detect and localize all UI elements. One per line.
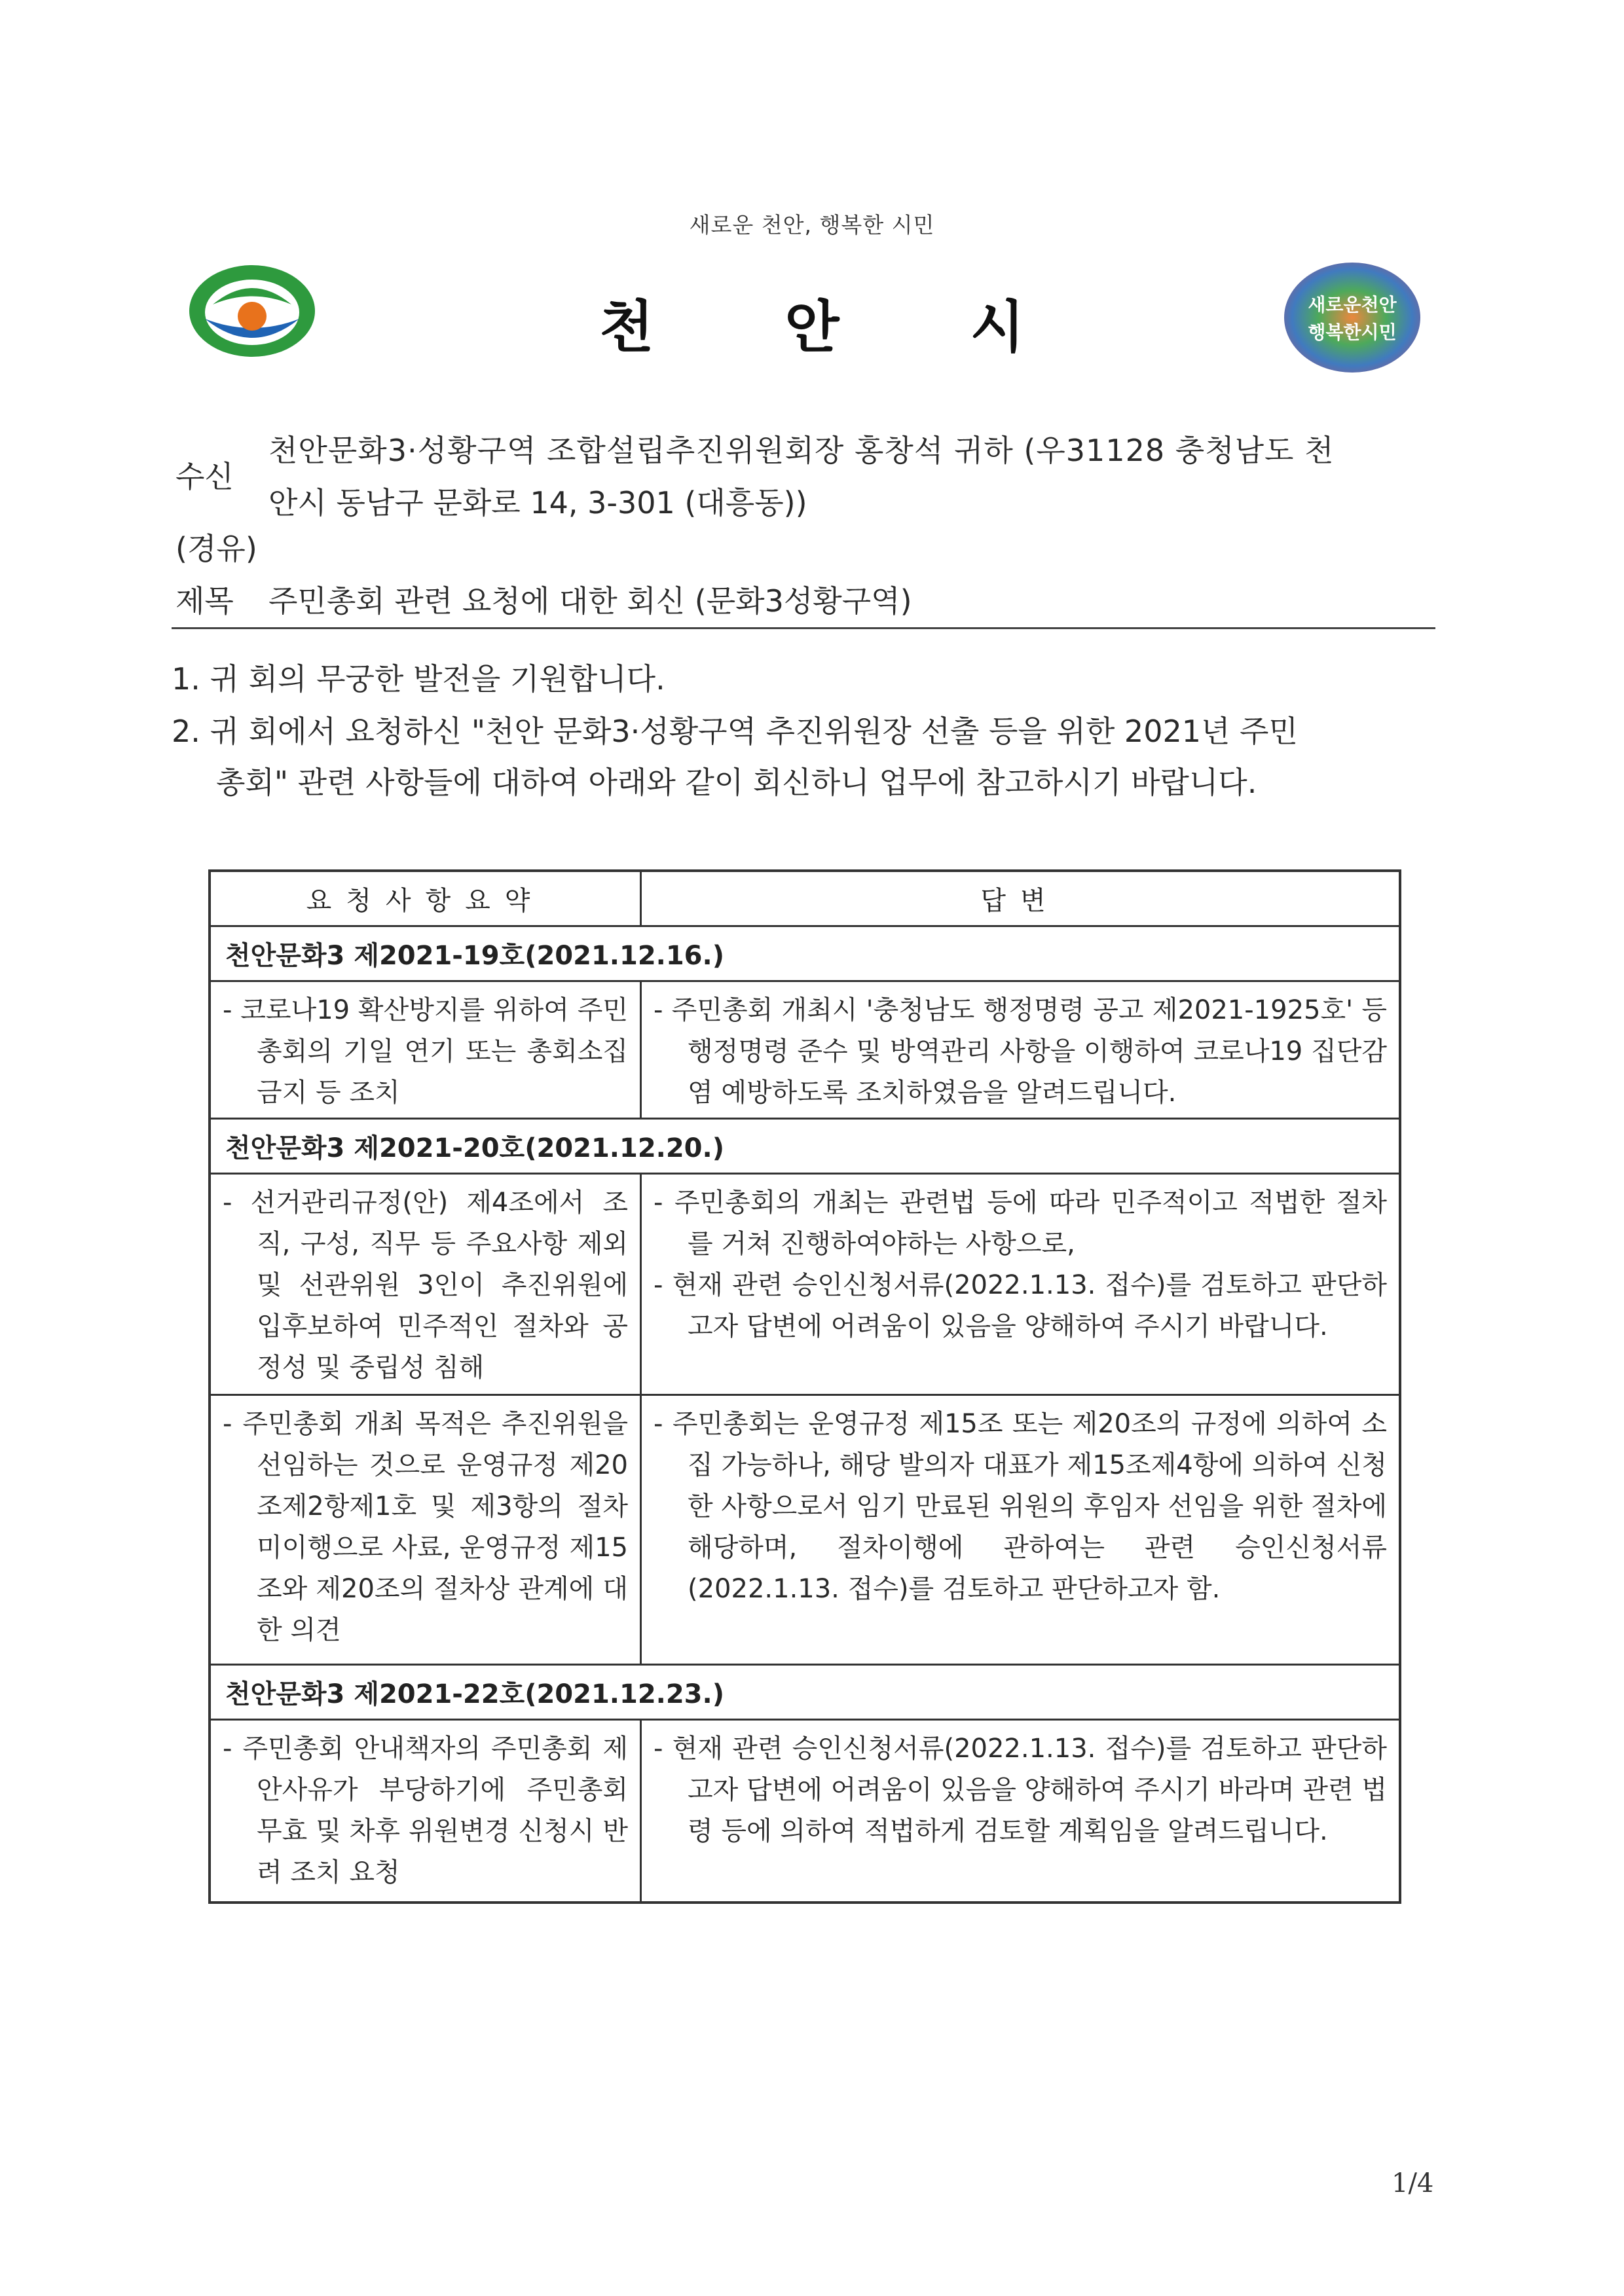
via-label: (경유) (175, 531, 257, 566)
table-row (211, 1721, 1399, 1901)
answer-item: - 주민총회는 운영규정 제15조 또는 제20조의 규정에 의하여 소집 가능하나, 해당 발의자 대표가 제15조제4항에 의하여 신청한 사항으로서 임기 만료된 위원의 후임자 선임을 위한 절차에 해당하며, 절차이행에 관하여는 관련 승인신청서류(2022.1.13. 접수)를 검토하고 판단하고자 함. (654, 1409, 1387, 1604)
answer-cell (642, 1721, 1399, 1901)
request-item: - 주민총회 안내책자의 주민총회 제안사유가 부당하기에 주민총회 무효 및 차후 위원변경 신청시 반려 조치 요청 (223, 1734, 628, 1887)
recipient-line-2: 안시 동남구 문화로 14, 3-301 (대흥동)) (268, 485, 807, 520)
answer-item: - 현재 관련 승인신청서류(2022.1.13. 접수)를 검토하고 판단하고자 답변에 어려움이 있음을 양해하여 주시기 바랍니다. (654, 1270, 1387, 1341)
slogan: 새로운 천안, 행복한 시민 (689, 212, 935, 238)
recipient-label: 수신 (175, 459, 234, 494)
table-header-row (211, 872, 1399, 927)
section-title: 천안문화3 제2021-20호(2021.12.20.) (211, 1120, 1399, 1175)
subject-label: 제목 (175, 583, 234, 619)
header-divider (172, 627, 1435, 629)
answer-item: - 현재 관련 승인신청서류(2022.1.13. 접수)를 검토하고 판단하고자 답변에 어려움이 있음을 양해하여 주시기 바라며 관련 법령 등에 의하여 적법하게 검토할 계획임을 알려드립니다. (654, 1734, 1387, 1846)
paragraph-1: 1. 귀 회의 무궁한 발전을 기원합니다. (172, 661, 665, 697)
answer-item: - 주민총회 개최시 '충청남도 행정명령 공고 제2021-1925호' 등 행정명령 준수 및 방역관리 사항을 이행하여 코로나19 집단감염 예방하도록 조치하였음을 알려드립니다. (654, 995, 1387, 1108)
column-header-request: 요청사항요약 (211, 872, 642, 925)
column-header-answer: 답변 (980, 886, 1060, 916)
paragraph-2-line-1: 2. 귀 회에서 요청하신 "천안 문화3·성황구역 추진위원장 선출 등을 위한 2021년 주민 (172, 714, 1298, 749)
subject-text: 주민총회 관련 요청에 대한 회신 (문화3성황구역) (268, 583, 912, 619)
slogan-logo-icon (1280, 259, 1424, 376)
answer-item: - 주민총회의 개최는 관련법 등에 따라 민주적이고 적법한 절차를 거쳐 진행하여야하는 사항으로, (654, 1188, 1387, 1259)
org-title: 천안시 (599, 295, 1156, 360)
answer-cell (642, 1175, 1399, 1394)
table-row (211, 1175, 1399, 1396)
request-cell (211, 1396, 642, 1664)
request-cell (211, 1175, 642, 1394)
section-title: 천안문화3 제2021-22호(2021.12.23.) (211, 1666, 1399, 1721)
reply-table (208, 869, 1401, 1904)
section-title: 천안문화3 제2021-19호(2021.12.16.) (211, 927, 1399, 982)
table-row (211, 982, 1399, 1120)
request-item: - 코로나19 확산방지를 위하여 주민총회의 기일 연기 또는 총회소집금지 등 조치 (223, 995, 628, 1108)
page-number: 1/4 (1392, 2168, 1434, 2198)
request-cell (211, 982, 642, 1118)
request-item: - 선거관리규정(안) 제4조에서 조직, 구성, 직무 등 주요사항 제외 및 선관위원 3인이 추진위원에 입후보하여 민주적인 절차와 공정성 및 중립성 침해 (223, 1188, 628, 1383)
slogan-logo-line2: 행복한시민 (1308, 321, 1397, 343)
answer-cell (642, 1396, 1399, 1664)
request-cell (211, 1721, 642, 1901)
answer-cell (642, 982, 1399, 1118)
paragraph-2-line-2: 총회" 관련 사항들에 대하여 아래와 같이 회신하니 업무에 참고하시기 바랍니다. (216, 765, 1257, 800)
table-row (211, 1396, 1399, 1666)
slogan-logo-line1: 새로운천안 (1308, 294, 1397, 316)
recipient-line-1: 천안문화3·성황구역 조합설립추진위원회장 홍창석 귀하 (우31128 충청남도 천 (268, 433, 1335, 468)
request-item: - 주민총회 개최 목적은 추진위원을 선임하는 것으로 운영규정 제20조제2항제1호 및 제3항의 절차 미이행으로 사료, 운영규정 제15조와 제20조의 절차상 관계에 대한 의견 (223, 1409, 628, 1645)
